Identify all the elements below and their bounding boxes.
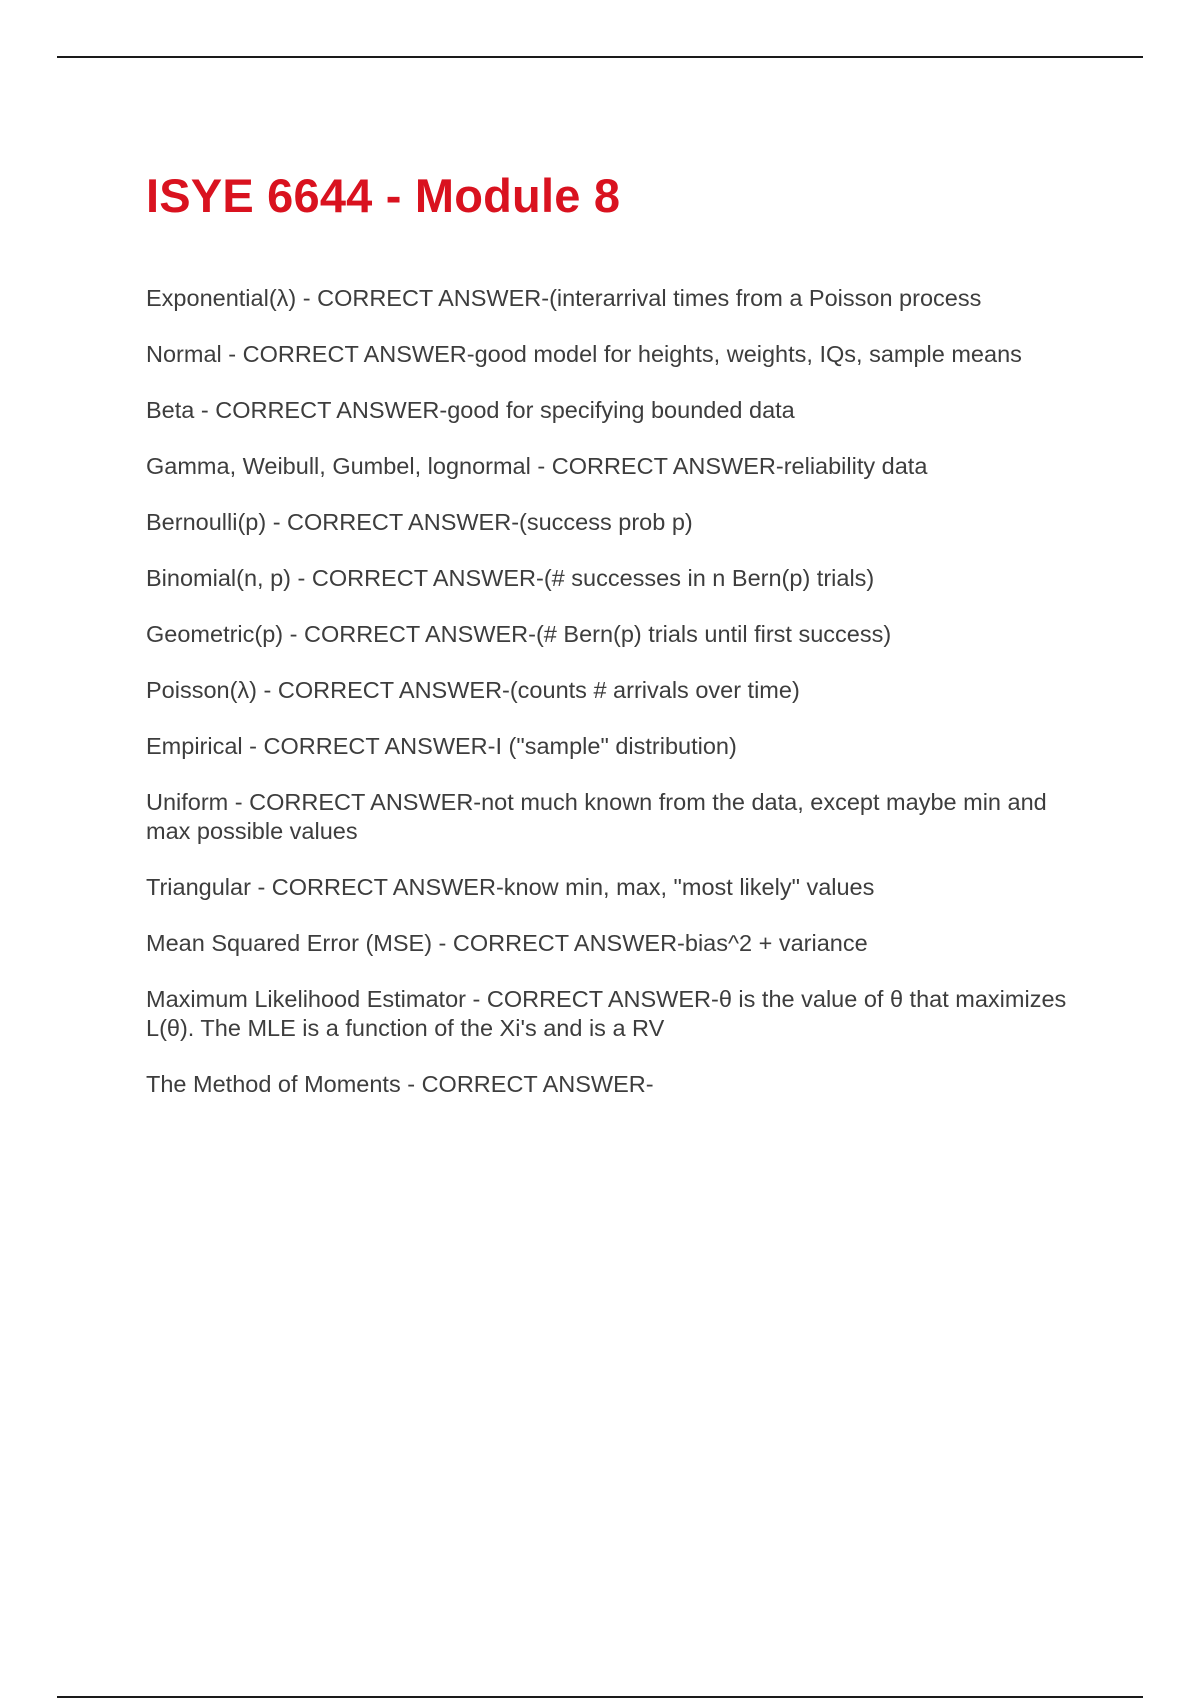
qa-item-method-of-moments: The Method of Moments - CORRECT ANSWER-	[146, 1071, 654, 1097]
qa-item-mle: Maximum Likelihood Estimator - CORRECT ANSWER-θ is the value of θ that maximizes L(θ). The MLE is a function of the Xi's and is a RV	[146, 986, 1067, 1041]
header-rule	[57, 56, 1143, 58]
qa-list	[146, 284, 1086, 1126]
qa-item-mse: Mean Squared Error (MSE) - CORRECT ANSWER-bias^2 + variance	[146, 930, 868, 956]
qa-item-uniform: Uniform - CORRECT ANSWER-not much known from the data, except maybe min and max possible values	[146, 789, 1047, 844]
qa-item-poisson: Poisson(λ) - CORRECT ANSWER-(counts # arrivals over time)	[146, 677, 800, 703]
qa-item-triangular: Triangular - CORRECT ANSWER-know min, max, "most likely" values	[146, 874, 875, 900]
qa-item-binomial: Binomial(n, p) - CORRECT ANSWER-(# successes in n Bern(p) trials)	[146, 565, 875, 591]
qa-item-bernoulli: Bernoulli(p) - CORRECT ANSWER-(success prob p)	[146, 509, 693, 535]
qa-item-empirical: Empirical - CORRECT ANSWER-I ("sample" distribution)	[146, 733, 737, 759]
qa-item-exponential: Exponential(λ) - CORRECT ANSWER-(interarrival times from a Poisson process	[146, 285, 982, 311]
page-title: ISYE 6644 - Module 8	[146, 169, 621, 222]
qa-item-gamma-weibull: Gamma, Weibull, Gumbel, lognormal - CORRECT ANSWER-reliability data	[146, 453, 928, 479]
qa-item-beta: Beta - CORRECT ANSWER-good for specifying bounded data	[146, 397, 795, 423]
qa-item-geometric: Geometric(p) - CORRECT ANSWER-(# Bern(p) trials until first success)	[146, 621, 892, 647]
footer-rule	[57, 1696, 1143, 1698]
qa-item-normal: Normal - CORRECT ANSWER-good model for heights, weights, IQs, sample means	[146, 341, 1022, 367]
